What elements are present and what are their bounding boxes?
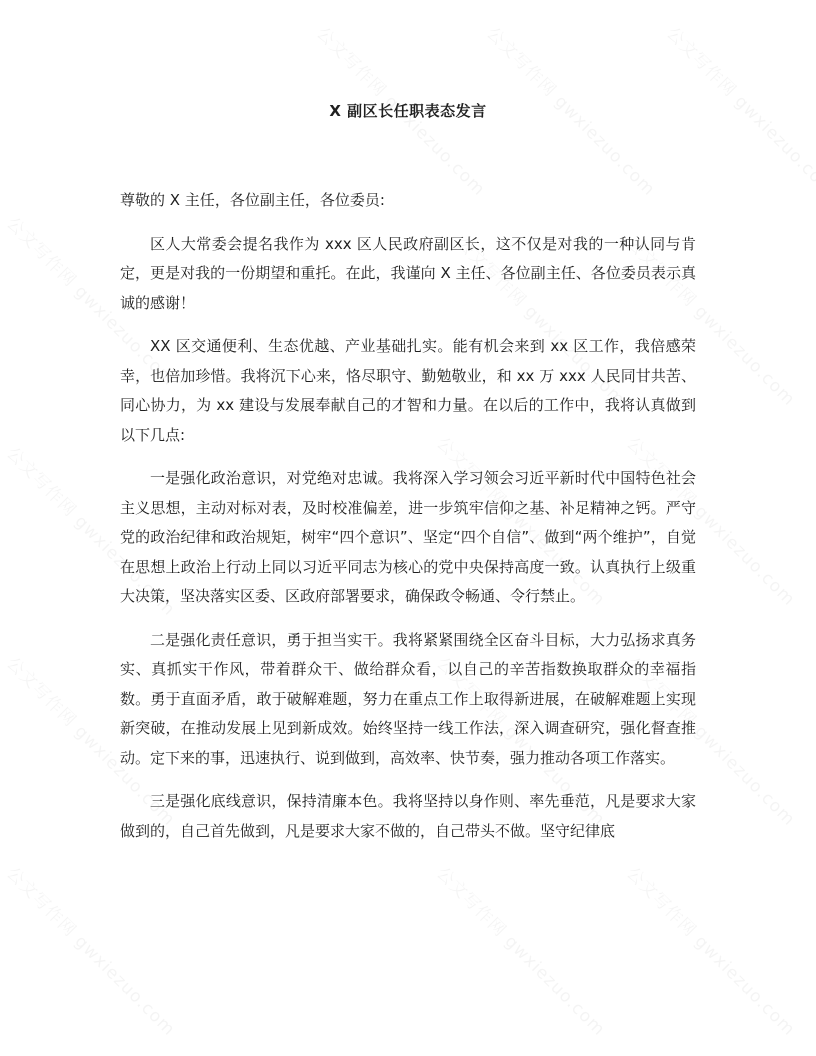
watermark-text xyxy=(432,860,612,1040)
paragraph: 一是强化政治意识，对党绝对忠诚。我将深入学习领会习近平新时代中国特色社会主义思想，主动对标对表，及时校准偏差，进一步筑牢信仰之基、补足精神之钙。严守党的政治纪律和政治规矩，树牢“四个意识”、坚定“四个自信”、做到“两个维护”，自觉在思想上政治上行动上同以习近平同志为核心的党中央保持高度一致。认真执行上级重大决策，坚决落实区委、区政府部署要求，确保政令畅通、令行禁止。 xyxy=(120,469,696,605)
document-title: X 副区长任职表态发言 xyxy=(329,102,487,120)
watermark-text xyxy=(622,860,802,1040)
paragraph: 区人大常委会提名我作为 xxx 区人民政府副区长，这不仅是对我的一种认同与肯定，更是对我的一份期望和重托。在此，我谨向 X 主任、各位副主任、各位委员表示真诚的感谢！ xyxy=(120,234,696,312)
watermark-text xyxy=(2,860,182,1040)
document-body xyxy=(120,186,696,860)
paragraph: 三是强化底线意识，保持清廉本色。我将坚持以身作则、率先垂范，凡是要求大家做到的，自己首先做到，凡是要求大家不做的，自己带头不做。坚守纪律底 xyxy=(120,792,696,840)
paragraph: 二是强化责任意识，勇于担当实干。我将紧紧围绕全区奋斗目标，大力弘扬求真务实、真抓实干作风，带着群众干、做给群众看，以自己的辛苦指数换取群众的幸福指数。勇于直面矛盾，敢于破解难题，努力在重点工作上取得新进展，在破解难题上实现新突破，在推动发展上见到新成效。始终坚持一线工作法，深入调查研究，强化督查推动。定下来的事，迅速执行、说到做到，高效率、快节奏，强力推动各项工作落实。 xyxy=(120,630,696,767)
paragraph: XX 区交通便利、生态优越、产业基础扎实。能有机会来到 xx 区工作，我倍感荣幸，也倍加珍惜。我将沉下心来，恪尽职守、勤勉敬业，和 xx 万 xxx 人民同甘共苦、同心协力，为 xx 建设与发展奉献自己的才智和力量。在以后的工作中，我将认真做到以下几点: xyxy=(120,337,696,444)
salutation: 尊敬的 X 主任，各位副主任，各位委员: xyxy=(120,191,385,209)
